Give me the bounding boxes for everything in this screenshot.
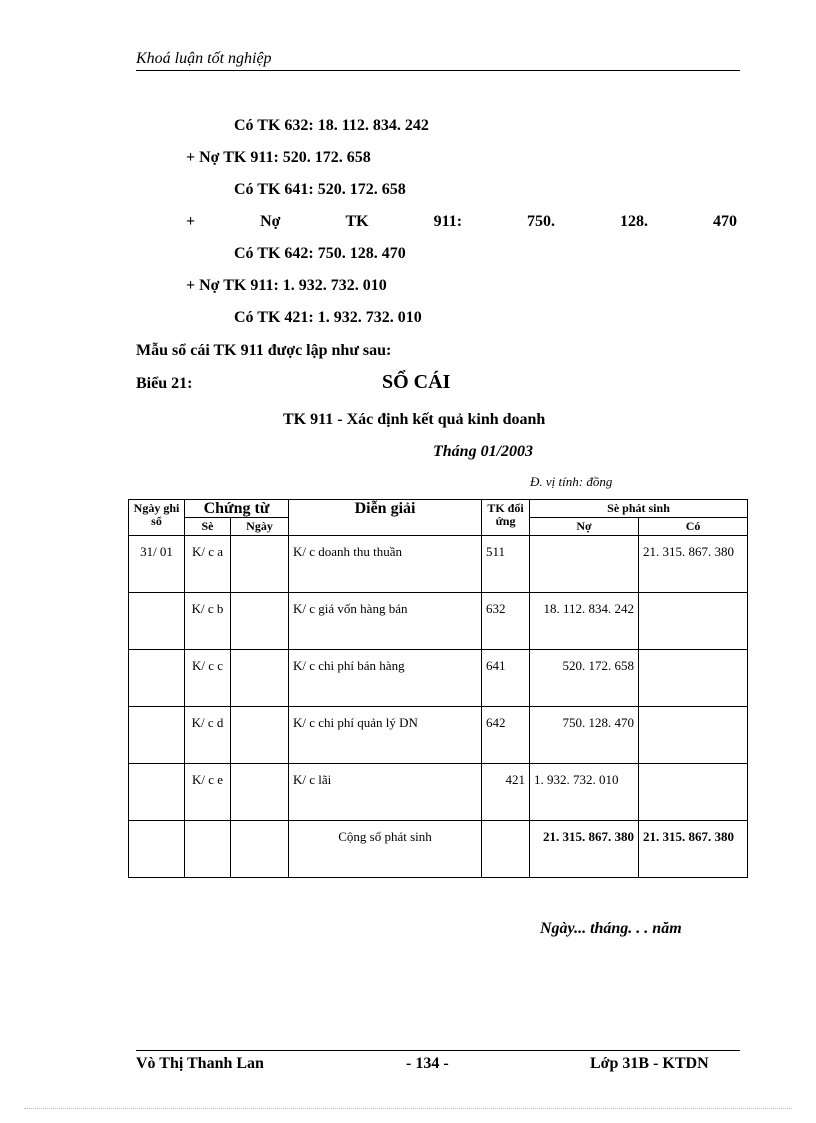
cell-empty: [185, 821, 231, 878]
cell-debit: [530, 536, 639, 593]
ledger-table: [128, 499, 748, 878]
cell-account: 642: [482, 707, 530, 764]
entry-token: TK: [345, 213, 369, 230]
page-edge: [24, 1108, 792, 1109]
table-row: [129, 650, 748, 707]
entry-token: 128.: [619, 213, 648, 230]
col-header-description: Diễn giải: [289, 500, 482, 536]
cell-description: K/ c lãi: [289, 764, 482, 821]
table-row: [129, 536, 748, 593]
cell-voucher-date: [231, 593, 289, 650]
cell-debit: 750. 128. 470: [530, 707, 639, 764]
entry-token: 470: [712, 213, 737, 230]
cell-date: 31/ 01: [129, 536, 185, 593]
intro-text: Mẫu sổ cái TK 911 được lập như sau:: [136, 342, 392, 359]
cell-voucher-date: [231, 536, 289, 593]
cell-credit: [639, 593, 748, 650]
cell-voucher-date: [231, 707, 289, 764]
cell-account: 421: [482, 764, 530, 821]
signature-date: Ngày... tháng. . . năm: [540, 920, 682, 937]
figure-label: Biểu 21:: [136, 375, 193, 392]
cell-date: [129, 764, 185, 821]
col-header-credit: Có: [639, 518, 748, 536]
cell-empty: [482, 821, 530, 878]
cell-date: [129, 707, 185, 764]
running-header: Khoá luận tốt nghiệp: [136, 50, 272, 67]
entry-token: 750.: [527, 213, 555, 230]
cell-date: [129, 650, 185, 707]
cell-credit: [639, 707, 748, 764]
cell-voucher-date: [231, 650, 289, 707]
cell-credit: 21. 315. 867. 380: [639, 536, 748, 593]
footer-rule: [136, 1050, 740, 1051]
entry-debit-911-b: [186, 213, 737, 231]
col-header-account: TK đối ứng: [482, 500, 530, 536]
col-header-debit: Nợ: [530, 518, 639, 536]
col-header-voucher: Chứng từ: [185, 500, 289, 518]
entry-token: 911:: [433, 213, 463, 230]
ledger-title: SỔ CÁI: [382, 371, 451, 393]
ledger-subtitle: TK 911 - Xác định kết quả kinh doanh: [283, 411, 546, 428]
cell-voucher-no: K/ c a: [185, 536, 231, 593]
entry-token: Nợ: [260, 213, 281, 230]
cell-voucher-no: K/ c c: [185, 650, 231, 707]
cell-credit: [639, 764, 748, 821]
cell-debit: 18. 112. 834. 242: [530, 593, 639, 650]
entry-credit-642: Có TK 642: 750. 128. 470: [234, 245, 406, 262]
footer-page-number: - 134 -: [406, 1055, 449, 1072]
cell-debit: 1. 932. 732. 010: [530, 764, 639, 821]
cell-account: 511: [482, 536, 530, 593]
cell-date: [129, 593, 185, 650]
ledger-period: Tháng 01/2003: [433, 443, 534, 460]
cell-description: K/ c doanh thu thuần: [289, 536, 482, 593]
entry-token: +: [186, 213, 196, 230]
entry-debit-911-c: + Nợ TK 911: 1. 932. 732. 010: [186, 277, 387, 294]
col-header-voucher-date: Ngày: [231, 518, 289, 536]
total-row: [129, 821, 748, 878]
cell-account: 632: [482, 593, 530, 650]
entry-debit-911-a: + Nợ TK 911: 520. 172. 658: [186, 149, 371, 166]
cell-description: K/ c giá vốn hàng bán: [289, 593, 482, 650]
total-debit: 21. 315. 867. 380: [530, 821, 639, 878]
cell-debit: 520. 172. 658: [530, 650, 639, 707]
cell-voucher-no: K/ c d: [185, 707, 231, 764]
cell-voucher-date: [231, 764, 289, 821]
col-header-voucher-no: Sè: [185, 518, 231, 536]
entry-credit-632: Có TK 632: 18. 112. 834. 242: [234, 117, 429, 134]
col-header-date: Ngày ghi sổ: [129, 500, 185, 536]
cell-credit: [639, 650, 748, 707]
cell-description: K/ c chi phí bán hàng: [289, 650, 482, 707]
cell-empty: [231, 821, 289, 878]
table-row: [129, 593, 748, 650]
unit-label: Đ. vị tính: đồng: [530, 474, 613, 489]
entry-credit-641: Có TK 641: 520. 172. 658: [234, 181, 406, 198]
cell-account: 641: [482, 650, 530, 707]
header-rule: [136, 70, 740, 71]
table-row: [129, 764, 748, 821]
entry-credit-421: Có TK 421: 1. 932. 732. 010: [234, 309, 422, 326]
col-header-amount: Sè phát sinh: [530, 500, 748, 518]
total-label: Cộng số phát sinh: [289, 821, 482, 878]
cell-description: K/ c chi phí quản lý DN: [289, 707, 482, 764]
cell-voucher-no: K/ c e: [185, 764, 231, 821]
total-credit: 21. 315. 867. 380: [639, 821, 748, 878]
cell-empty: [129, 821, 185, 878]
cell-voucher-no: K/ c b: [185, 593, 231, 650]
footer-class: Lớp 31B - KTDN: [590, 1055, 709, 1072]
table-row: [129, 707, 748, 764]
footer-author: Vò Thị Thanh Lan: [136, 1055, 264, 1072]
